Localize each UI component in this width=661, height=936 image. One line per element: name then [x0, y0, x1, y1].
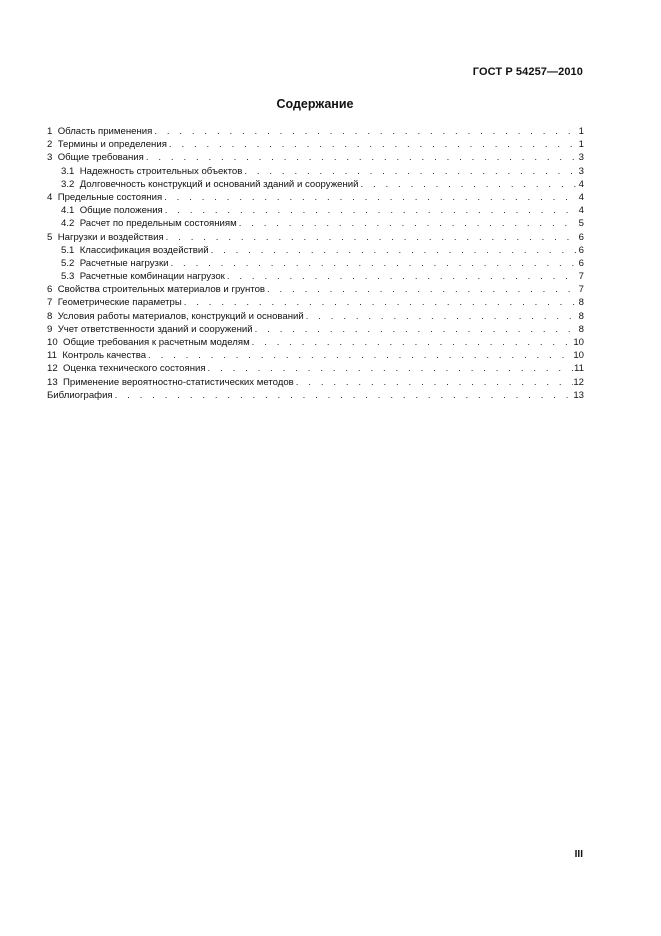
toc-entry-number: 3.2 — [61, 178, 75, 190]
toc-entry-text: Расчет по предельным состояниям — [79, 218, 237, 230]
toc-entry-text: Предельные состояния — [57, 191, 163, 203]
toc-entry-number: 8 — [47, 310, 53, 322]
toc-entry — [47, 323, 584, 336]
toc-entry — [47, 178, 584, 191]
toc-entry-number: 3 — [47, 152, 53, 164]
toc-entry-page: 1 — [578, 139, 584, 151]
toc-entry-number: 11 — [47, 350, 57, 362]
toc-entry-label — [61, 257, 171, 270]
dot-leader — [146, 151, 576, 164]
document-code: ГОСТ Р 54257—2010 — [472, 66, 583, 78]
dot-leader — [252, 336, 574, 349]
toc-entry — [47, 283, 584, 296]
toc-entry — [47, 310, 584, 323]
toc-entry-label — [47, 125, 154, 138]
toc-entry-label — [47, 191, 164, 204]
dot-leader — [165, 204, 576, 217]
toc-entry-number: 6 — [47, 284, 53, 296]
dot-leader — [164, 191, 576, 204]
toc-entry-label — [47, 310, 306, 323]
dot-leader — [267, 283, 576, 296]
toc-entry-page: 8 — [578, 323, 584, 335]
toc-entry-page: 5 — [578, 218, 584, 230]
toc-entry-label — [47, 336, 252, 349]
toc-entry-label — [47, 231, 166, 244]
toc-entry — [47, 125, 584, 138]
toc-entry-text: Расчетные нагрузки — [79, 257, 169, 269]
dot-leader — [184, 296, 576, 309]
toc-entry-number: 2 — [47, 139, 53, 151]
toc-entry-label — [47, 376, 296, 389]
toc-entry-label — [61, 178, 360, 191]
toc-entry-text: Общие требования к расчетным моделям — [63, 337, 250, 348]
toc-entry-label — [47, 389, 115, 402]
toc-entry-number: 1 — [47, 126, 53, 137]
toc-entry-label — [47, 283, 267, 296]
toc-entry-text: Нагрузки и воздействия — [57, 231, 164, 243]
toc-entry-number: 9 — [47, 323, 53, 335]
dot-leader — [169, 138, 576, 151]
toc-entry-page: 12 — [573, 376, 584, 388]
toc-entry-page: 8 — [578, 297, 584, 309]
toc-entry-text: Контроль качества — [62, 350, 147, 362]
toc-entry-number: 4.1 — [61, 205, 75, 217]
toc-entry-text: Учет ответственности зданий и сооружений — [57, 323, 253, 335]
toc-entry — [47, 165, 584, 178]
dot-leader — [115, 389, 574, 402]
toc-title: Содержание — [276, 97, 354, 111]
toc-entry-number: 5.1 — [61, 244, 75, 256]
toc-entry-label — [47, 138, 169, 151]
toc-entry-text: Общие положения — [79, 205, 163, 217]
toc-entry-page: 4 — [578, 205, 584, 217]
dot-leader — [171, 257, 576, 270]
toc-entry-page: 4 — [578, 178, 584, 190]
dot-leader — [239, 217, 576, 230]
toc-entry-label — [47, 151, 146, 164]
dot-leader — [166, 231, 576, 244]
toc-entry — [47, 151, 584, 164]
toc-entry-text: Оценка технического состояния — [63, 363, 206, 375]
toc-entry-number: 13 — [47, 376, 58, 388]
dot-leader — [211, 244, 576, 257]
toc-entry-page: 3 — [578, 165, 584, 177]
toc-entry-text: Область применения — [57, 126, 153, 137]
toc-entry — [47, 244, 584, 257]
toc-entry-number: 12 — [47, 363, 58, 375]
dot-leader — [296, 376, 574, 389]
dot-leader — [154, 125, 576, 138]
toc-entry-page: 10 — [573, 337, 584, 348]
toc-entry-label — [61, 217, 239, 230]
toc-entry-text: Применение вероятностно-статистических методов — [63, 376, 294, 388]
toc-entry-label — [61, 244, 211, 257]
toc-entry — [47, 389, 584, 402]
toc-entry — [47, 336, 584, 349]
toc-entry-page: 6 — [578, 231, 584, 243]
dot-leader — [208, 362, 574, 375]
toc-entry-number: 4 — [47, 191, 53, 203]
toc-entry — [47, 217, 584, 230]
toc-entry-page: 11 — [574, 363, 584, 375]
toc-entry — [47, 231, 584, 244]
table-of-contents — [47, 125, 584, 402]
toc-entry-text: Долговечность конструкций и оснований зданий и сооружений — [79, 178, 359, 190]
page-number: III — [574, 849, 583, 860]
toc-entry-label — [61, 165, 244, 178]
toc-entry-number: 5.2 — [61, 257, 75, 269]
toc-entry-page: 6 — [578, 244, 584, 256]
toc-entry — [47, 362, 584, 375]
toc-entry-text: Общие требования — [57, 152, 144, 164]
toc-entry-page: 7 — [578, 271, 584, 283]
toc-entry-number: 10 — [47, 337, 58, 348]
toc-entry — [47, 349, 584, 362]
toc-entry-text: Расчетные комбинации нагрузок — [79, 271, 225, 283]
toc-entry-label — [47, 323, 255, 336]
toc-entry-text: Свойства строительных материалов и грунтов — [57, 284, 265, 296]
toc-entry-text: Классификация воздействий — [79, 244, 209, 256]
toc-entry-text: Библиография — [47, 389, 113, 401]
toc-entry-text: Условия работы материалов, конструкций и оснований — [57, 310, 304, 322]
toc-entry-label — [61, 204, 165, 217]
toc-entry-label — [47, 362, 208, 375]
toc-entry-label — [47, 296, 184, 309]
toc-entry — [47, 296, 584, 309]
toc-entry-number: 5 — [47, 231, 53, 243]
dot-leader — [148, 349, 573, 362]
toc-entry-page: 10 — [573, 350, 584, 362]
toc-entry-page: 1 — [578, 126, 584, 137]
toc-entry — [47, 257, 584, 270]
dot-leader — [244, 165, 576, 178]
toc-entry — [47, 204, 584, 217]
toc-entry — [47, 376, 584, 389]
toc-entry-page: 7 — [578, 284, 584, 296]
toc-entry-number: 5.3 — [61, 271, 75, 283]
dot-leader — [227, 270, 576, 283]
toc-entry-page: 6 — [578, 257, 584, 269]
dot-leader — [360, 178, 576, 191]
toc-entry — [47, 191, 584, 204]
toc-entry-page: 3 — [578, 152, 584, 164]
toc-entry-number: 4.2 — [61, 218, 75, 230]
dot-leader — [306, 310, 576, 323]
toc-entry-page: 4 — [578, 191, 584, 203]
toc-entry-label — [47, 349, 148, 362]
toc-entry-text: Геометрические параметры — [57, 297, 182, 309]
toc-entry — [47, 270, 584, 283]
toc-entry-text: Термины и определения — [57, 139, 167, 151]
toc-entry-label — [61, 270, 227, 283]
toc-entry-number: 7 — [47, 297, 53, 309]
toc-entry — [47, 138, 584, 151]
toc-entry-text: Надежность строительных объектов — [79, 165, 243, 177]
toc-entry-page: 13 — [573, 389, 584, 401]
toc-entry-page: 8 — [578, 310, 584, 322]
dot-leader — [255, 323, 576, 336]
toc-entry-number: 3.1 — [61, 165, 75, 177]
